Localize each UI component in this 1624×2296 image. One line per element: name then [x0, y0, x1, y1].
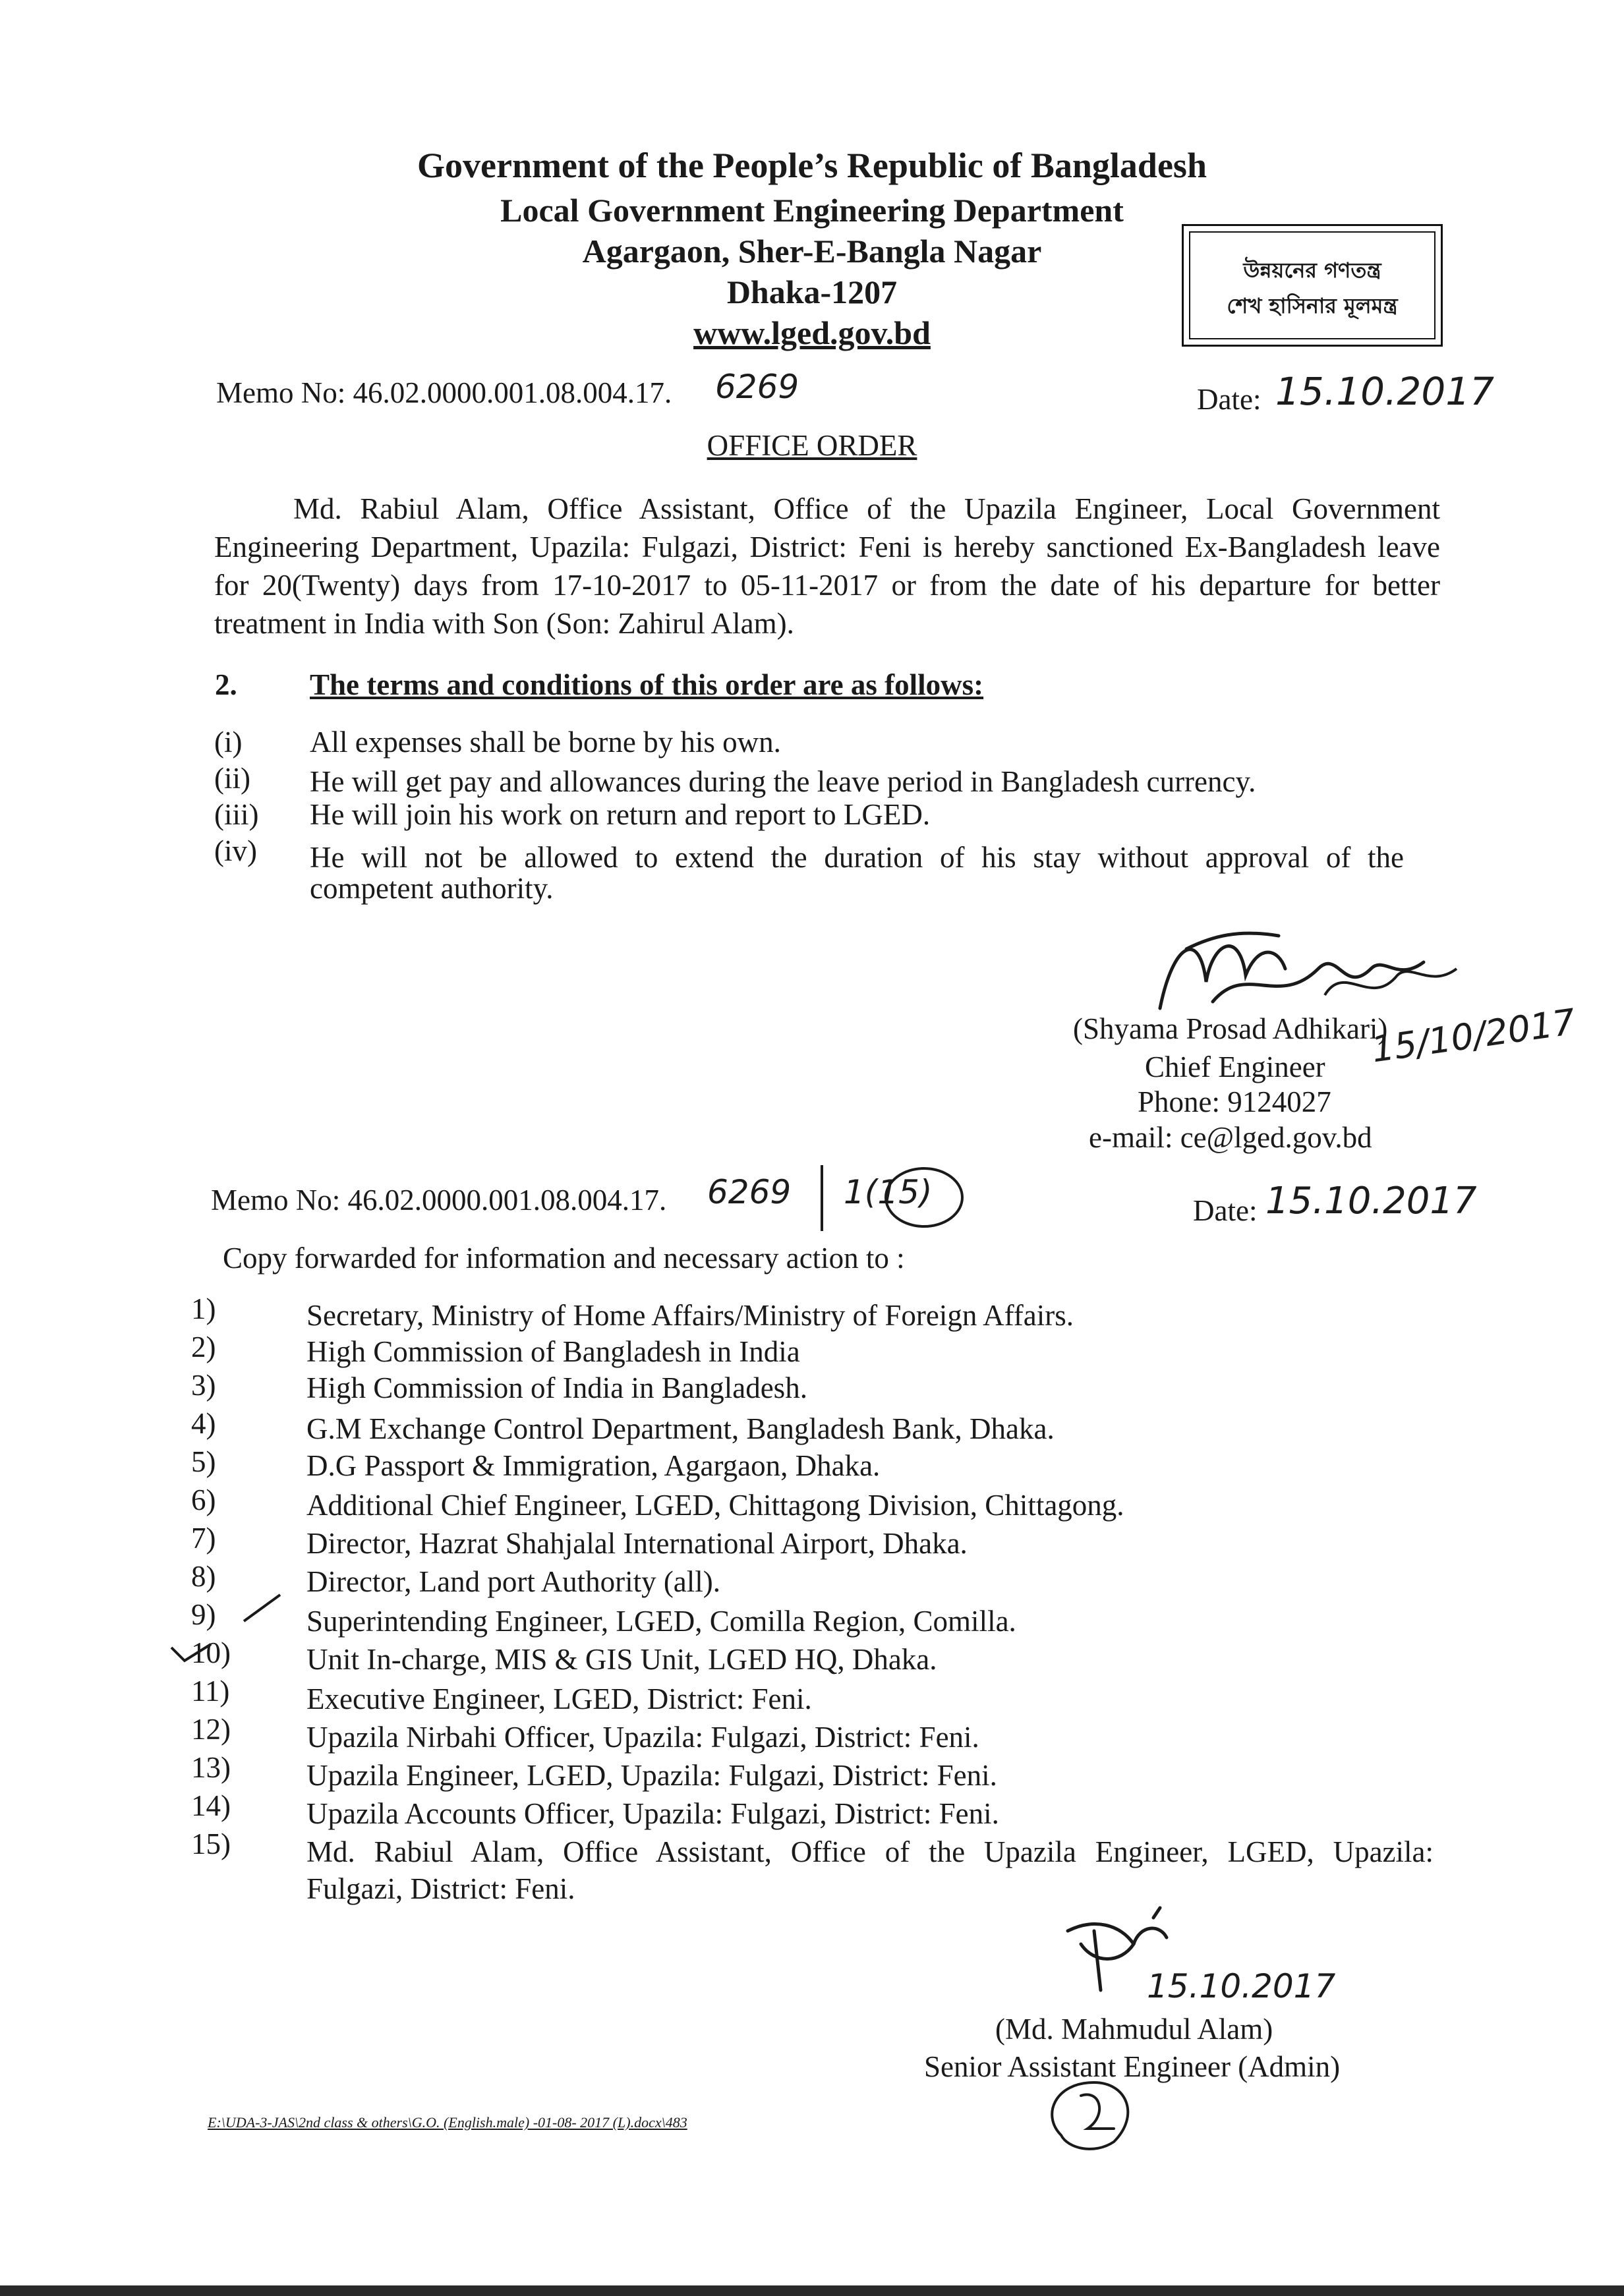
signatory-1-designation: Chief Engineer [1145, 1050, 1325, 1083]
slogan-box [1182, 224, 1443, 347]
term-number: (iv) [214, 834, 257, 867]
term-text: All expenses shall be borne by his own. [310, 726, 781, 759]
signatory-2-designation: Senior Assistant Engineer (Admin) [924, 2050, 1341, 2083]
terms-number: 2. [215, 668, 237, 701]
term-number: (i) [214, 726, 243, 759]
memo-2-date-handwritten: 15.10.2017 [1265, 1180, 1477, 1222]
recipient-text: Md. Rabiul Alam, Office Assistant, Office of the Upazila Engineer, LGED, Upazila: [306, 1835, 1434, 1868]
term-text-continued: competent authority. [310, 872, 554, 905]
recipient-number: 8) [191, 1560, 216, 1593]
header-line-department: Local Government Engineering Department [500, 192, 1124, 229]
memo-2-range-handwritten: 1(15) [844, 1173, 933, 1211]
order-paragraph: Md. Rabiul Alam, Office Assistant, Office of the Upazila Engineer, Local Government Engineering Department, Upazila: Fulgazi, District: Feni is hereby sanctioned Ex-Bangladesh leave for 20(Twenty) days from 17-10-2017 to 05-11-2017 or from the date of his departure for better treatment in India with Son (Son: Zahirul Alam). [214, 492, 1440, 640]
recipient-text: G.M Exchange Control Department, Bangladesh Bank, Dhaka. [306, 1412, 1055, 1445]
memo-2-date-label: Date: [1193, 1194, 1258, 1227]
slogan-line-1: উন্নয়নের গণতন্ত্র [1243, 258, 1381, 283]
recipient-number: 3) [191, 1369, 216, 1402]
memo-date-label: Date: [1197, 383, 1262, 416]
recipient-number: 5) [191, 1445, 216, 1478]
term-number: (iii) [214, 798, 259, 831]
recipient-number: 11) [191, 1675, 230, 1708]
recipient-number: 13) [191, 1751, 231, 1784]
header-website: www.lged.gov.bd [693, 314, 931, 351]
document-file-path: E:\UDA-3-JAS\2nd class & others\G.O. (English.male) -01-08- 2017 (L).docx\483 [208, 2114, 687, 2131]
memo-2-number-handwritten: 6269 [707, 1173, 792, 1211]
recipient-text-continued: Fulgazi, District: Feni. [306, 1872, 575, 1905]
recipient-number: 14) [191, 1789, 231, 1822]
handwritten-mark [1028, 2056, 1160, 2162]
recipient-number: 7) [191, 1522, 216, 1555]
recipient-text: Unit In-charge, MIS & GIS Unit, LGED HQ, Dhaka. [306, 1643, 937, 1676]
recipient-number: 1) [191, 1292, 216, 1325]
recipient-text: Upazila Engineer, LGED, Upazila: Fulgazi, District: Feni. [306, 1759, 997, 1792]
scan-edge [0, 2285, 1624, 2296]
term-text: He will not be allowed to extend the duration of his stay without approval of the [310, 841, 1404, 874]
term-text: He will get pay and allowances during the leave period in Bangladesh currency. [310, 765, 1256, 798]
recipient-text: Additional Chief Engineer, LGED, Chittagong Division, Chittagong. [306, 1489, 1124, 1522]
recipient-text: Executive Engineer, LGED, District: Feni. [306, 1682, 812, 1715]
signatory-1-name: (Shyama Prosad Adhikari) [1073, 1012, 1388, 1045]
recipient-number: 15) [191, 1827, 231, 1860]
recipient-number: 2) [191, 1331, 216, 1363]
copy-forwarded-intro: Copy forwarded for information and necessary action to : [223, 1242, 905, 1275]
slogan-line-2: শেখ হাসিনার মূলমন্ত্র [1227, 293, 1398, 318]
recipient-number: 9) [191, 1598, 216, 1631]
recipient-text: Upazila Accounts Officer, Upazila: Fulgazi, District: Feni. [306, 1797, 999, 1830]
recipient-number: 4) [191, 1407, 216, 1440]
handwritten-divider [821, 1165, 823, 1231]
recipient-number: 12) [191, 1713, 231, 1746]
recipient-text: Superintending Engineer, LGED, Comilla Region, Comilla. [306, 1605, 1016, 1638]
recipient-text: High Commission of India in Bangladesh. [306, 1371, 807, 1404]
signatory-1-email: e-mail: ce@lged.gov.bd [1089, 1121, 1372, 1154]
term-text: He will join his work on return and report to LGED. [310, 798, 931, 831]
terms-heading: The terms and conditions of this order are as follows: [310, 668, 984, 701]
memo-2-number-label: Memo No: 46.02.0000.001.08.004.17. [211, 1184, 667, 1217]
term-number: (ii) [214, 762, 250, 795]
recipient-number: 6) [191, 1483, 216, 1516]
memo-number-handwritten: 6269 [715, 368, 799, 406]
recipient-text: Upazila Nirbahi Officer, Upazila: Fulgazi, District: Feni. [306, 1721, 979, 1754]
recipient-text: Secretary, Ministry of Home Affairs/Ministry of Foreign Affairs. [306, 1299, 1074, 1332]
signatory-2-name: (Md. Mahmudul Alam) [995, 2013, 1273, 2046]
recipient-text: High Commission of Bangladesh in India [306, 1335, 800, 1368]
tick-mark [165, 1582, 297, 1680]
recipient-text: Director, Land port Authority (all). [306, 1565, 721, 1598]
recipient-text: D.G Passport & Immigration, Agargaon, Dhaka. [306, 1449, 881, 1482]
signatory-1-phone: Phone: 9124027 [1138, 1085, 1331, 1118]
header-line-government: Government of the People’s Republic of Bangladesh [417, 146, 1207, 185]
memo-number-label: Memo No: 46.02.0000.001.08.004.17. [216, 376, 672, 409]
header-line-city: Dhaka-1207 [726, 273, 898, 310]
header-line-address: Agargaon, Sher-E-Bangla Nagar [582, 233, 1042, 270]
memo-date-handwritten: 15.10.2017 [1275, 369, 1495, 414]
office-order-title: OFFICE ORDER [707, 429, 917, 462]
recipient-text: Director, Hazrat Shahjalal International Airport, Dhaka. [306, 1527, 968, 1560]
chief-engineer-signed-date: 15/10/2017 [1369, 1000, 1579, 1071]
range-circle [877, 1161, 975, 1240]
assistant-engineer-signed-date: 15.10.2017 [1147, 1967, 1336, 2005]
recipient-number: 10) [191, 1636, 231, 1669]
